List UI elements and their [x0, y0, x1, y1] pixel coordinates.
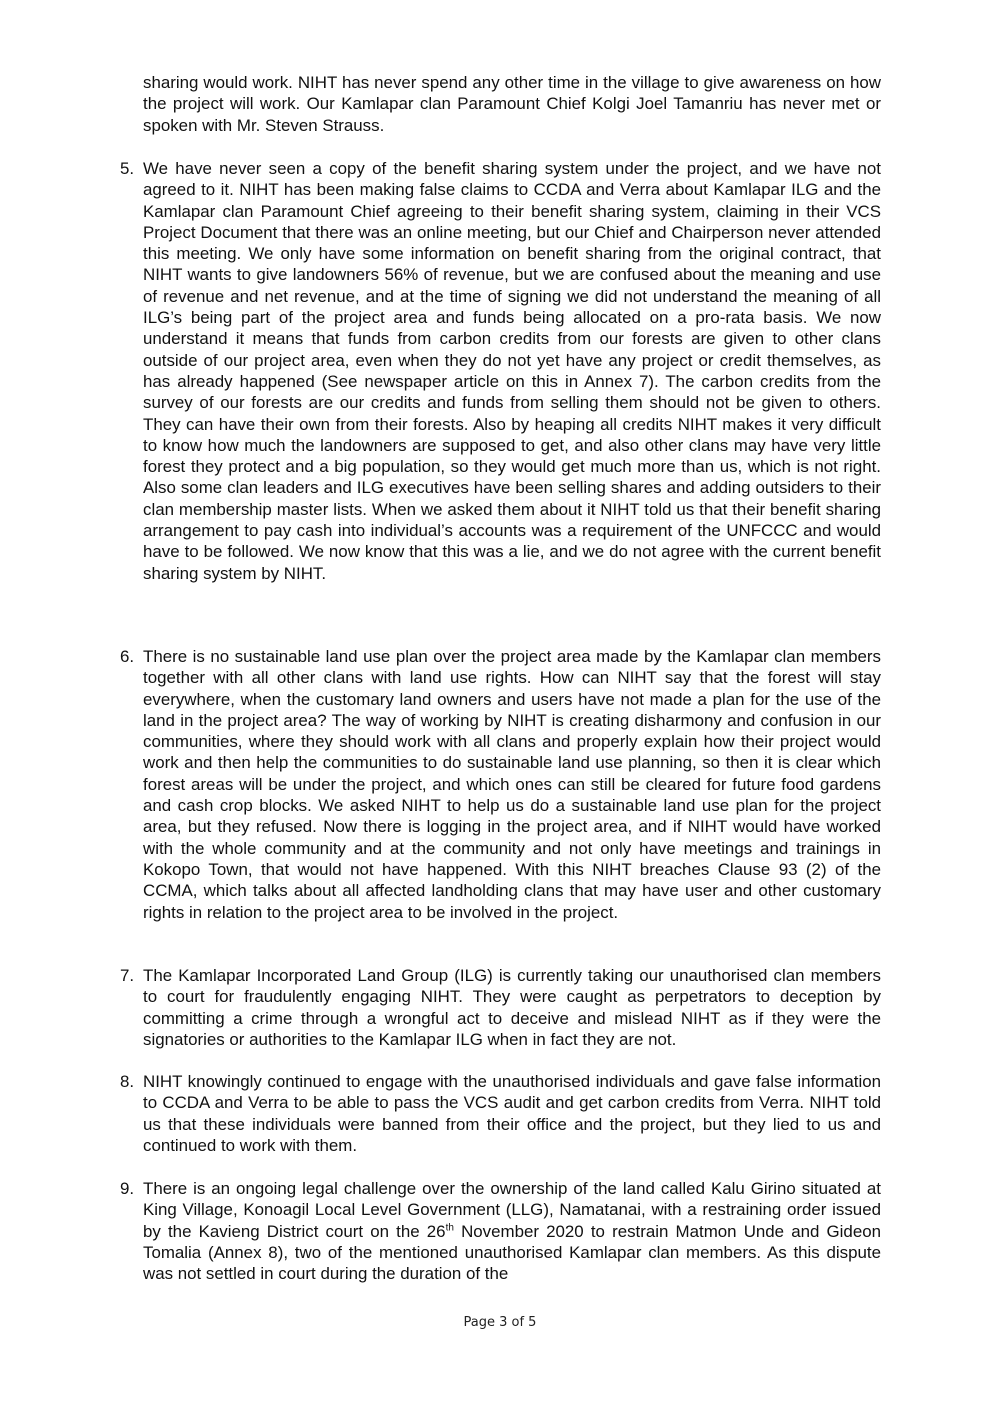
- paragraph-item-8: NIHT knowingly continued to engage with the unauthorised individuals and gave false information to CCDA and Verra to be able to pass the VCS audit and get carbon credits from Verra. NIHT told us that these individuals were banned from their office and the project, but they lied to us and continued to work with them.: [143, 1072, 881, 1155]
- item-number-5: 5.: [120, 159, 135, 178]
- item-number-9: 9.: [120, 1179, 135, 1198]
- paragraph-item-6: There is no sustainable land use plan over the project area made by the Kamlapar clan members together with all other clans with land use rights. How can NIHT say that the forest will stay everywhere, when the customary land owners and users have not made a plan for the use of the land in the project area? The way of working by NIHT is creating disharmony and confusion in our communities, where they should work with all clans and properly explain how their project would work and then help the communities to do sustainable land use planning, so then it is clear which forest areas will be under the project, and which ones can still be cleared for future food gardens and cash crop blocks. We asked NIHT to help us do a sustainable land use plan for the project area, but they refused. Now there is logging in the project area, and if NIHT would have worked with the whole community and at the community and not only have meetings and trainings in Kokopo Town, that would not have happened. With this NIHT breaches Clause 93 (2) of the CCMA, which talks about all affected landholding clans that may have user and other customary rights in relation to the project area to be involved in the project.: [143, 647, 881, 922]
- item-number-8: 8.: [120, 1072, 135, 1091]
- paragraph-item-7: The Kamlapar Incorporated Land Group (ILG) is currently taking our unauthorised clan members to court for fraudulently engaging NIHT. They were caught as perpetrators to deception by committing a crime through a wrongful act to deceive and mislead NIHT as if they were the signatories or authorities to the Kamlapar ILG when in fact they are not.: [143, 966, 881, 1049]
- item-number-6: 6.: [120, 647, 135, 666]
- item-9-text-start: There is an ongoing legal challenge over the ownership of the land called Kalu Girino situated at King Village, Konoagil Local Level Government (LLG), Namatanai, with a restraining order issued by the Kavieng District court on the 26: [143, 1179, 881, 1241]
- paragraph-item-9: [143, 1178, 881, 1284]
- paragraph-item-5: We have never seen a copy of the benefit sharing system under the project, and we have not agreed to it. NIHT has been making false claims to CCDA and Verra about Kamlapar ILG and the Kamlapar clan Paramount Chief agreeing to their benefit sharing system, claiming in their VCS Project Document that there was an online meeting, but our Chief and Chairperson never attended this meeting. We only have some information on benefit sharing from the original contract, that NIHT wants to give landowners 56% of revenue, but we are confused about the meaning and use of revenue and net revenue, and at the time of signing we did not understand the meaning of all ILG’s being part of the project area and funds being allocated on a pro-rata basis. We now understand it means that funds from carbon credits from our forests are given to other clans outside of our project area, even when they do not yet have any project or credit themselves, as has already happened (See newspaper article on this in Annex 7). The carbon credits from the survey of our forests are our credits and funds from selling them should not be given to others. They can have their own from their forests. Also by heaping all credits NIHT makes it very difficult to know how much the landowners are supposed to get, and also other clans may have very little forest they protect and a big population, so they would get much more than us, which is not right. Also some clan leaders and ILG executives have been selling shares and adding outsiders to their clan membership master lists. When we asked them about it NIHT told us that their benefit sharing arrangement to pay cash into individual’s accounts was a requirement of the UNFCCC and would have to be followed. We now know that this was a lie, and we do not agree with the current benefit sharing system by NIHT.: [143, 159, 881, 583]
- ordinal-superscript: th: [445, 1221, 454, 1233]
- page-number-footer: Page 3 of 5: [463, 1315, 537, 1330]
- continuation-paragraph: sharing would work. NIHT has never spend any other time in the village to give awareness on how the project will work. Our Kamlapar clan Paramount Chief Kolgi Joel Tamanriu has never met or spoken with Mr. Steven Strauss.: [143, 73, 881, 135]
- item-9-text-end: November 2020 to restrain Matmon Unde and Gideon Tomalia (Annex 8), two of the mentioned unauthorised Kamlapar clan members. As this dispute was not settled in court during the duration of the: [143, 1221, 882, 1284]
- item-number-7: 7.: [120, 966, 135, 985]
